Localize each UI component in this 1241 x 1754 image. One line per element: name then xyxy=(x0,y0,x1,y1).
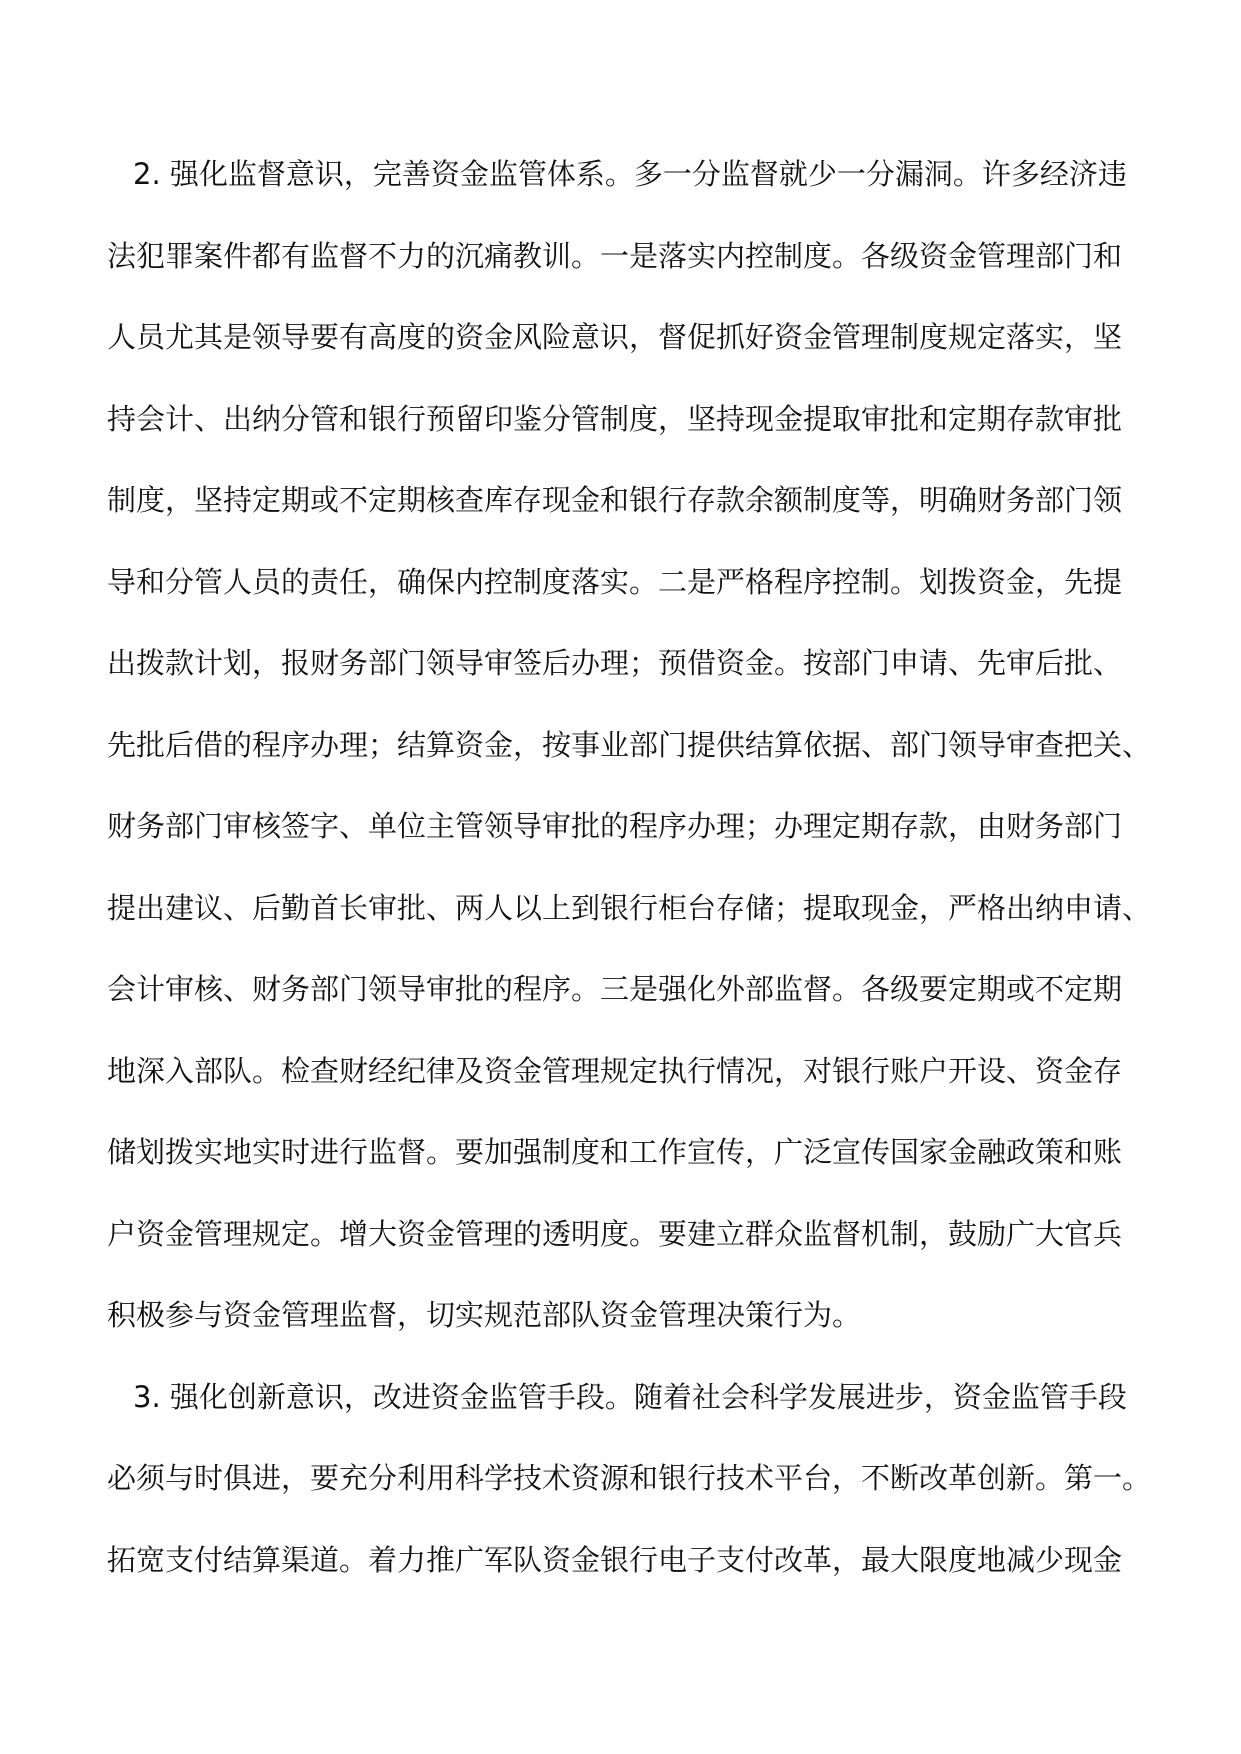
paragraph-2-line: 法犯罪案件都有监督不力的沉痛教训。一是落实内控制度。各级资金管理部门和 xyxy=(107,238,1123,273)
paragraph-2-line: 会计审核、财务部门领导审批的程序。三是强化外部监督。各级要定期或不定期 xyxy=(107,972,1123,1006)
paragraph-2-line: 储划拨实地实时进行监督。要加强制度和工作宣传，广泛宣传国家金融政策和账 xyxy=(107,1135,1123,1169)
paragraph-2-line: 户资金管理规定。增大资金管理的透明度。要建立群众监督机制，鼓励广大官兵 xyxy=(107,1216,1123,1251)
paragraph-2-line: 先批后借的程序办理；结算资金，按事业部门提供结算依据、部门领导审查把关、 xyxy=(107,727,1152,762)
paragraph-3-line: 3. 强化创新意识，改进资金监管手段。随着社会科学发展进步，资金监管手段 xyxy=(133,1379,1127,1414)
paragraph-2-line: 提出建议、后勤首长审批、两人以上到银行柜台存储；提取现金，严格出纳申请、 xyxy=(107,890,1152,925)
paragraph-2-line: 积极参与资金管理监督，切实规范部队资金管理决策行为。 xyxy=(107,1298,862,1332)
paragraph-2-line: 出拨款计划，报财务部门领导审签后办理；预借资金。按部门申请、先审后批、 xyxy=(107,646,1123,680)
paragraph-2-line: 地深入部队。检查财经纪律及资金管理规定执行情况，对银行账户开设、资金存 xyxy=(107,1053,1123,1088)
paragraph-2-line: 制度，坚持定期或不定期核查库存现金和银行存款余额制度等，明确财务部门领 xyxy=(107,483,1123,517)
paragraph-2-line: 财务部门审核签字、单位主管领导审批的程序办理；办理定期存款，由财务部门 xyxy=(107,809,1123,843)
paragraph-2-line: 持会计、出纳分管和银行预留印鉴分管制度，坚持现金提取审批和定期存款审批 xyxy=(107,401,1123,436)
paragraph-3-line: 拓宽支付结算渠道。着力推广军队资金银行电子支付改革，最大限度地减少现金 xyxy=(107,1542,1123,1577)
document-body xyxy=(107,157,1152,1627)
paragraph-2-line: 2. 强化监督意识，完善资金监管体系。多一分监督就少一分漏洞。许多经济违 xyxy=(133,157,1127,191)
paragraph-2-line: 导和分管人员的责任，确保内控制度落实。二是严格程序控制。划拨资金，先提 xyxy=(107,564,1123,599)
paragraph-3-line: 必须与时俱进，要充分利用科学技术资源和银行技术平台，不断改革创新。第一。 xyxy=(107,1461,1152,1495)
paragraph-2-line: 人员尤其是领导要有高度的资金风险意识，督促抓好资金管理制度规定落实，坚 xyxy=(107,320,1123,354)
